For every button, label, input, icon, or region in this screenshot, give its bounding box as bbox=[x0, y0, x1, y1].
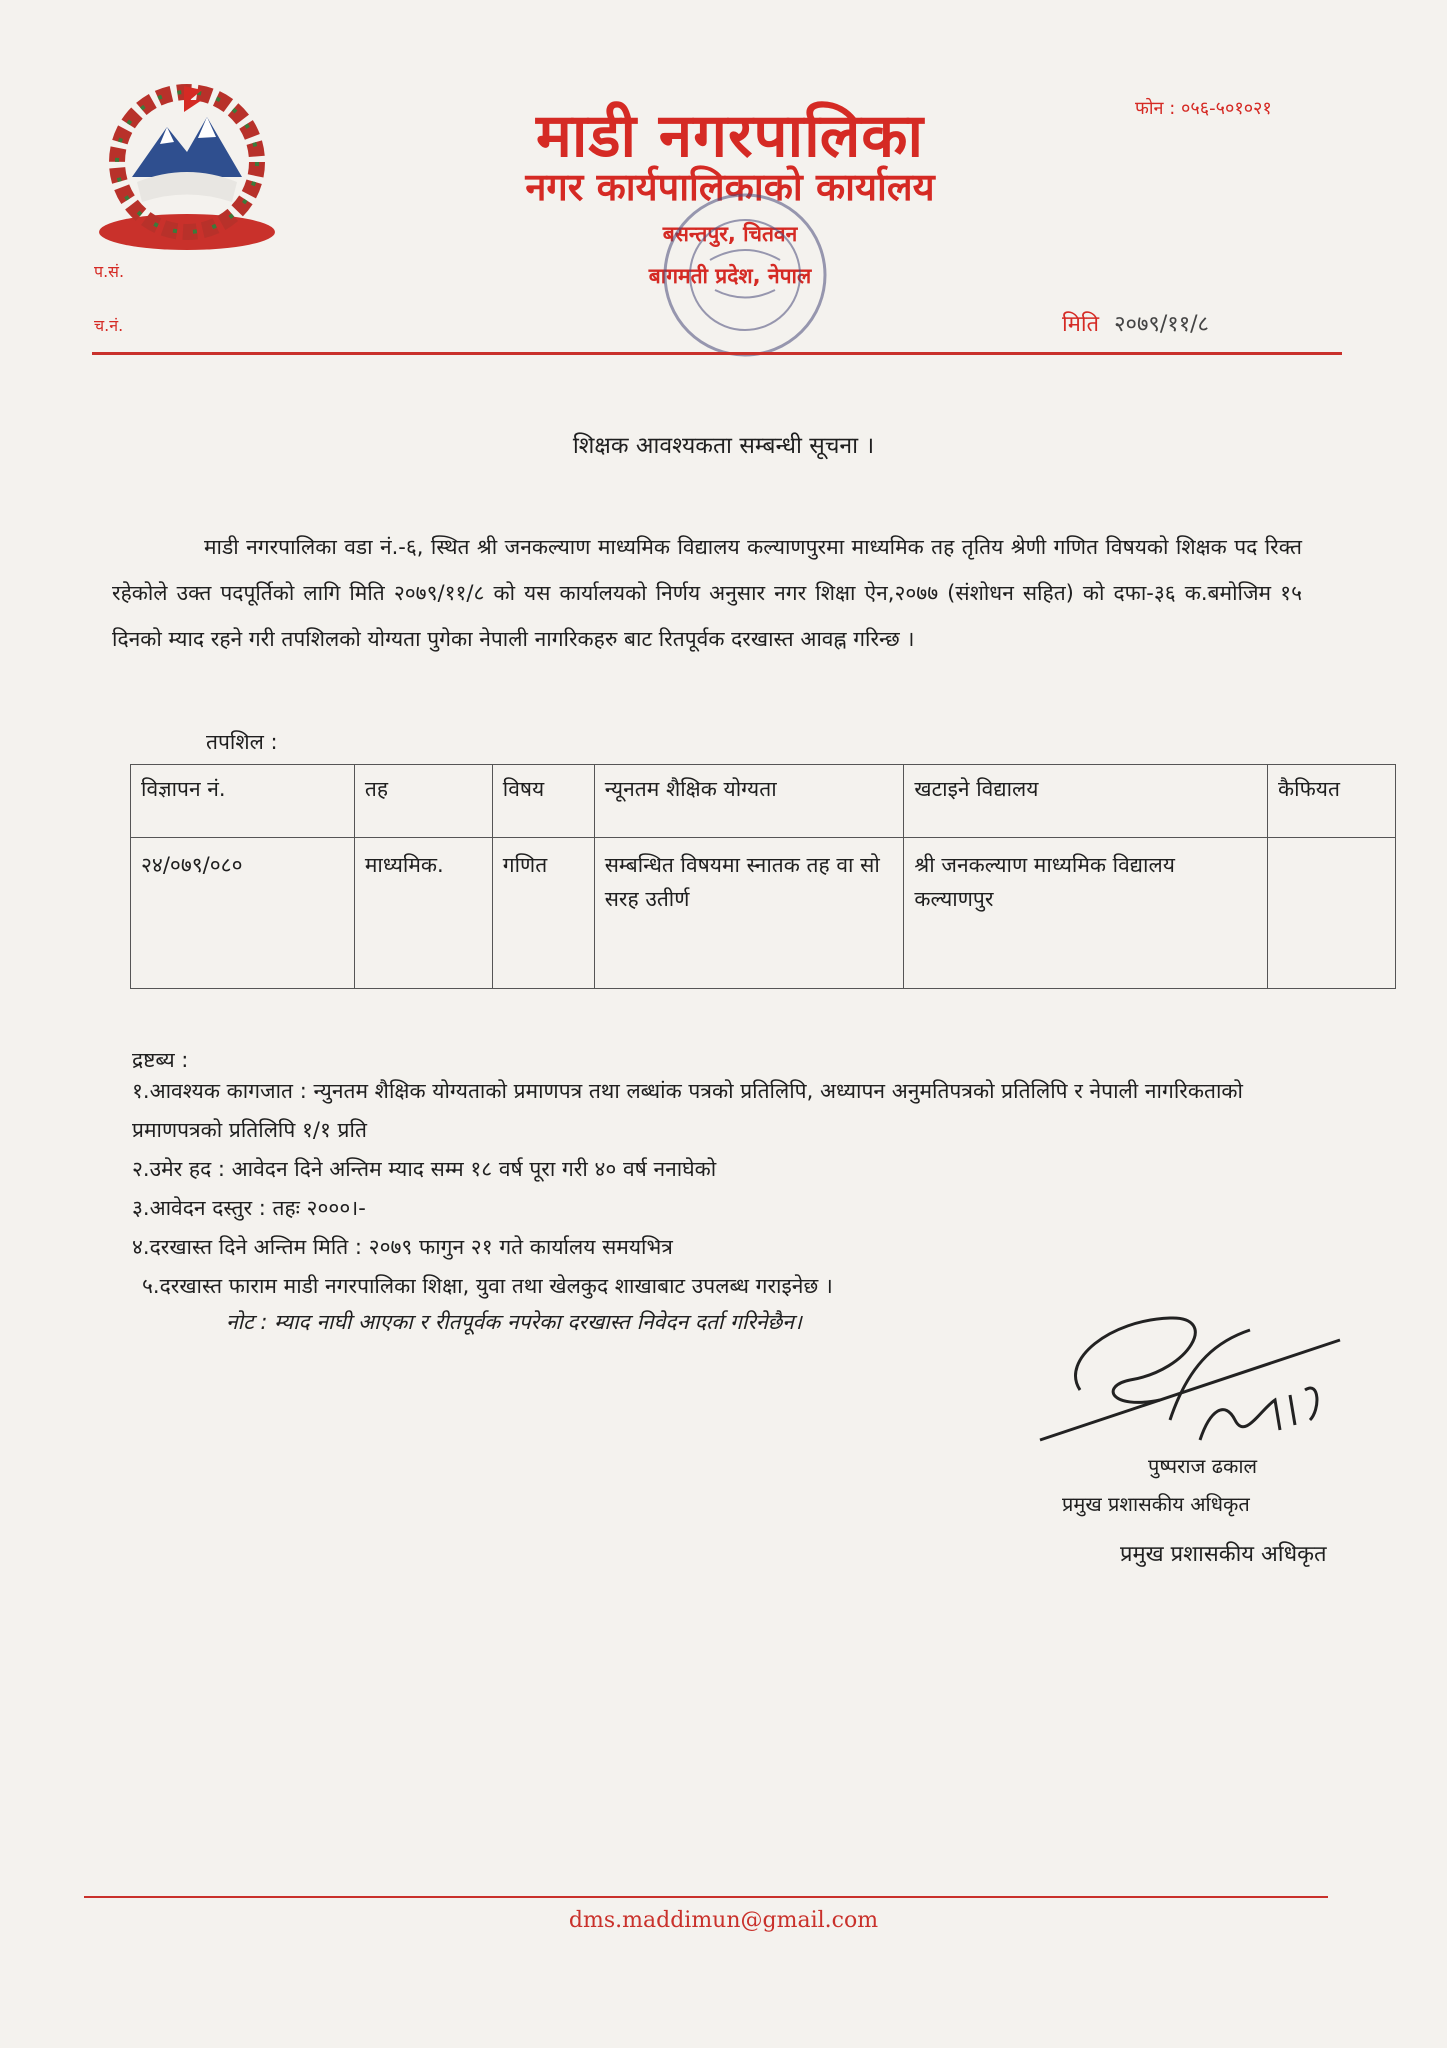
table-cell: गणित bbox=[492, 838, 594, 989]
note-footer: नोट : म्याद नाघी आएका र रीतपूर्वक नपरेका दरखास्त निवेदन दर्ता गरिनेछैन। bbox=[226, 1310, 802, 1334]
office-stamp-icon bbox=[640, 180, 850, 370]
column-header: न्यूनतम शैक्षिक योग्यता bbox=[594, 765, 904, 838]
office-phone: फोन : ०५६-५०१०२१ bbox=[1135, 98, 1272, 119]
table-cell: श्री जनकल्याण माध्यमिक विद्यालय कल्याणपुर bbox=[904, 838, 1268, 989]
footer-divider bbox=[84, 1896, 1328, 1898]
notice-paragraph: माडी नगरपालिका वडा नं.-६, स्थित श्री जनकल्याण माध्यमिक विद्यालय कल्याणपुरमा माध्यमिक तह तृतिय श्रेणी गणित विषयको शिक्षक पद रिक्त रहेकोले उक्त पदपूर्तिको लागि मिति २०७९/११/८ को यस कार्यालयको निर्णय अनुसार नगर शिक्षा ऐन,२०७७ (संशोधन सहित) को दफा-३६ क.बमोजिम १५ दिनको म्याद रहने गरी तपशिलको योग्यता पुगेका नेपाली नागरिकहरु बाट रितपूर्वक दरखास्त आवह्न गरिन्छ । bbox=[112, 535, 1302, 651]
cn-label: च.नं. bbox=[94, 316, 124, 335]
signatory-name: पुष्पराज ढकाल bbox=[1148, 1454, 1258, 1478]
address-line-1: बसन्तपुर, चितवन bbox=[662, 222, 798, 246]
column-header: तह bbox=[354, 765, 492, 838]
office-subtitle: नगर कार्यपालिकाको कार्यालय bbox=[525, 165, 935, 209]
column-header: विज्ञापन नं. bbox=[131, 765, 355, 838]
note-item: २.उमेर हद : आवेदन दिने अन्तिम म्याद सम्म १८ वर्ष पूरा गरी ४० वर्ष ननाघेको bbox=[132, 1157, 717, 1181]
tapsil-label: तपशिल : bbox=[206, 730, 278, 754]
note-item: ४.दरखास्त दिने अन्तिम मिति : २०७९ फागुन २१ गते कार्यालय समयभित्र bbox=[132, 1235, 673, 1259]
column-header: विषय bbox=[492, 765, 594, 838]
date-label: मिति bbox=[1062, 312, 1100, 337]
letter-date bbox=[1062, 308, 1209, 338]
table-cell: २४/०७९/०८० bbox=[131, 838, 355, 989]
notice-title: शिक्षक आवश्यकता सम्बन्धी सूचना । bbox=[572, 433, 875, 459]
ps-label: प.सं. bbox=[94, 262, 125, 281]
office-name: माडी नगरपालिका bbox=[535, 101, 925, 171]
note-item: १.आवश्यक कागजात : न्युनतम शैक्षिक योग्यताको प्रमाणपत्र तथा लब्धांक पत्रको प्रतिलिपि, अध्यापन अनुमतिपत्रको प्रतिलिपि र नेपाली नागरिकताको प्रमाणपत्रको प्रतिलिपि १/१ प्रति bbox=[132, 1079, 1243, 1142]
table-cell: माध्यमिक. bbox=[354, 838, 492, 989]
vacancy-table bbox=[130, 764, 1396, 989]
date-value: २०७९/११/८ bbox=[1114, 312, 1209, 337]
signatory-title: प्रमुख प्रशासकीय अधिकृत bbox=[1062, 1492, 1250, 1516]
header-divider bbox=[92, 352, 1342, 355]
column-header: खटाइने विद्यालय bbox=[904, 765, 1268, 838]
note-item: ५.दरखास्त फाराम माडी नगरपालिका शिक्षा, युवा तथा खेलकुद शाखाबाट उपलब्ध गराइनेछ । bbox=[142, 1274, 833, 1298]
nepal-emblem-icon bbox=[92, 82, 282, 252]
table-row bbox=[131, 838, 1396, 989]
address-line-2: बागमती प्रदेश, नेपाल bbox=[648, 264, 812, 288]
signatory-title-stamp: प्रमुख प्रशासकीय अधिकृत bbox=[1120, 1542, 1327, 1567]
notes-list bbox=[132, 1072, 1332, 1306]
table-cell: सम्बन्धित विषयमा स्नातक तह वा सो सरह उतीर्ण bbox=[594, 838, 904, 989]
note-item: ३.आवेदन दस्तुर : तहः २०००।- bbox=[132, 1196, 366, 1220]
signature-icon bbox=[1020, 1300, 1350, 1460]
notes-heading: द्रष्टब्य : bbox=[132, 1048, 189, 1072]
table-header-row bbox=[131, 765, 1396, 838]
table-cell bbox=[1268, 838, 1396, 989]
column-header: कैफियत bbox=[1268, 765, 1396, 838]
office-email: dms.maddimun@gmail.com bbox=[568, 1908, 879, 1933]
